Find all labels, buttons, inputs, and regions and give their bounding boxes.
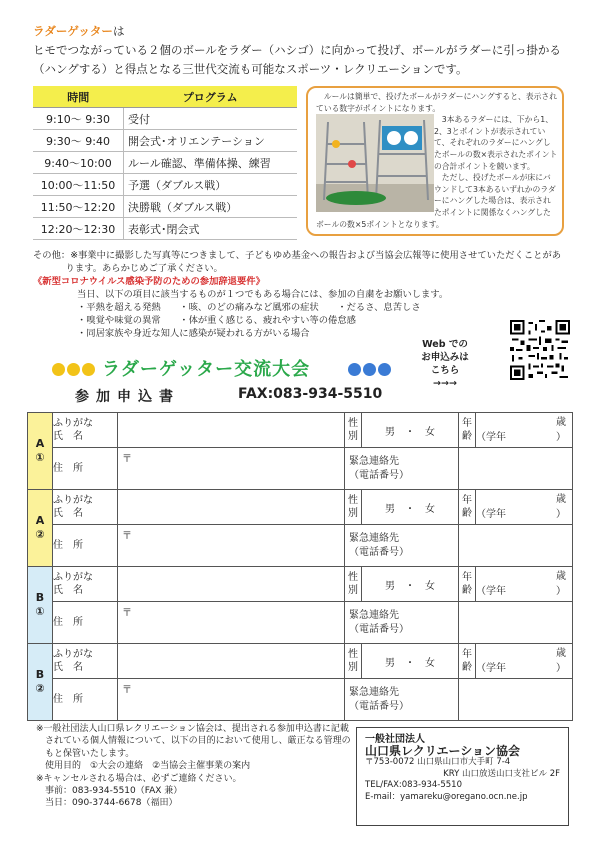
age-field[interactable] [476,490,573,525]
schedule-program: ルール確認、準備体操、練習 [124,152,298,174]
sex-field[interactable]: 男 ・ 女 [362,413,459,448]
emergency-field[interactable] [459,525,573,567]
arrow-icon: →→→ [433,378,457,389]
age-label: 年齢 [459,644,476,679]
schedule-program: 表彰式･閉会式 [124,218,298,240]
entry-team: B [35,668,45,681]
name-label-text: 氏 名 [53,508,83,519]
furigana-label: ふりがな [53,418,93,429]
schedule-time: 9:40～10:00 [33,152,124,174]
age-unit: 歳 [556,571,566,582]
sex-field[interactable]: 男 ・ 女 [362,490,459,525]
sex-label: 性別 [345,644,362,679]
form-row-address [28,602,573,644]
intro-name: ラダーゲッター [33,24,113,38]
schedule-program: 予選（ダブルス戦） [124,174,298,196]
age-unit: 歳 [556,648,566,659]
address-field[interactable]: 〒 [118,602,345,644]
schedule-program: 開会式･オリエンテーション [124,130,298,152]
rules-p1: ルールは簡単で、投げたボールがラダーにハングすると、表示されている数字がポイントになります。 [316,92,557,113]
rules-p3: ただし、投げたボールが床にバウンドして3本あるいずれかのラダーにハングした場合は、表示されたポイントに関係なくハングしたボールの数×5ポイントとなります。 [316,173,556,229]
furigana-label: ふりがな [53,649,93,660]
schedule-time: 9:10～ 9:30 [33,108,124,130]
phone-label-text: （電話番号） [349,469,409,481]
age-field[interactable] [476,644,573,679]
name-label [53,567,118,602]
association-email[interactable]: E-mail：yamareku@oregano.ocn.ne.jp [365,791,528,802]
blue-dot [348,363,361,376]
form-row-name [28,644,573,679]
emergency-label [345,602,459,644]
grade-field: （学年 ） [476,432,566,443]
grade-field: （学年 ） [476,509,566,520]
covid-item: ・平熱を超える発熱 ・咳、のどの痛みなど風邪の症状 ・だるさ、息苦しさ [77,302,421,313]
covid-lead: 当日、以下の項目に該当するものが１つでもある場合には、参加の自粛をお願いします。 [77,289,449,300]
web-line: お申込みは [421,352,469,363]
rules-p2: 3本あるラダーには、下から1、2、3とポイントが表示されていて、それぞれのラダーにハングしたボールの数×表示されたポイントの合計ポイントを競います。 [434,115,558,171]
ladder-photo [316,114,434,212]
entry-num: ① [35,451,45,464]
entry-team: A [35,514,45,527]
web-application-link[interactable] [410,338,480,390]
age-field[interactable] [476,413,573,448]
table-row [33,108,297,130]
emergency-field[interactable] [459,448,573,490]
schedule-table [33,86,297,240]
sex-label: 性別 [345,567,362,602]
emergency-label-text: 緊急連絡先 [349,455,399,467]
table-row [33,130,297,152]
web-line: こちら [430,365,460,376]
intro-body: ヒモでつながっている２個のボールをラダー（ハシゴ）に向かって投げ、ボールがラダーに引っ掛かる（ハングする）と得点となる三世代交流も可能なスポーツ・レクリエーションです。 [33,43,561,76]
entry-label [28,490,53,567]
schedule-time: 9:30～ 9:40 [33,130,124,152]
entry-team: B [35,591,45,604]
address-field[interactable]: 〒 [118,525,345,567]
yellow-dot [52,363,65,376]
schedule-time: 12:20～12:30 [33,218,124,240]
name-label [53,644,118,679]
emergency-label-text: 緊急連絡先 [349,609,399,621]
form-row-address [28,525,573,567]
schedule-program: 受付 [124,108,298,130]
age-label: 年齢 [459,413,476,448]
emergency-field[interactable] [459,679,573,721]
table-row [33,174,297,196]
association-address1: 〒753-0072 山口県山口市大手町 7-4 [365,757,511,767]
intro-text [33,22,578,79]
emergency-label-text: 緊急連絡先 [349,686,399,698]
entry-label [28,567,53,644]
blue-dot [378,363,391,376]
emergency-label [345,679,459,721]
sex-field[interactable]: 男 ・ 女 [362,644,459,679]
sex-label: 性別 [345,413,362,448]
address-label: 住 所 [53,525,118,567]
name-field[interactable] [118,413,345,448]
entry-num: ② [35,682,45,695]
notes-other: その他：※事業中に撮影した写真等につきまして、子どもゆめ基金への報告および当協会広報等に使用させていただくことがあります。あらかじめご了承ください。 [33,250,562,274]
covid-item: ・同居家族や身近な知人に感染が疑われる方がいる場合 [77,328,310,339]
address-label: 住 所 [53,448,118,490]
address-label: 住 所 [53,679,118,721]
covid-title: 《新型コロナウイルス感染予防のための参加辞退要件》 [33,276,265,287]
phone-label-text: （電話番号） [349,700,409,712]
day-phone: 当日：090-3744-6678（福田） [45,798,178,809]
qr-code-icon[interactable] [510,320,570,380]
emergency-label-text: 緊急連絡先 [349,532,399,544]
phone-label-text: （電話番号） [349,546,409,558]
notes-block [33,249,568,340]
association-name: 山口県レクリエーション協会 [365,743,521,758]
application-title: 参加申込書 [75,389,180,405]
association-box [356,727,569,826]
application-form [27,412,573,721]
table-row [33,152,297,174]
address-field[interactable]: 〒 [118,448,345,490]
form-row-name [28,567,573,602]
office-phone: 事前：083-934-5510（FAX 兼） [45,786,183,797]
name-label [53,413,118,448]
table-row [33,196,297,218]
web-line: Web での [422,339,468,350]
event-title: ラダーゲッター交流大会 [102,359,311,380]
name-label [53,490,118,525]
form-row-address [28,448,573,490]
name-field[interactable] [118,490,345,525]
yellow-dot [67,363,80,376]
emergency-label [345,448,459,490]
emergency-label [345,525,459,567]
name-field[interactable] [118,567,345,602]
schedule-head-time: 時間 [33,86,124,108]
schedule-time: 11:50～12:20 [33,196,124,218]
form-row-address [28,679,573,721]
entry-label [28,644,53,721]
entry-team: A [35,437,45,450]
cancel-note: ※キャンセルされる場合は、必ずご連絡ください。 [36,773,242,784]
name-label-text: 氏 名 [53,662,83,673]
phone-label-text: （電話番号） [349,623,409,635]
sex-field[interactable]: 男 ・ 女 [362,567,459,602]
age-label: 年齢 [459,490,476,525]
association-type: 一般社団法人 [365,734,425,745]
entry-num: ② [35,528,45,541]
purpose-note: 使用目的 ①大会の連絡 ②当協会主催事業の案内 [45,761,251,772]
age-unit: 歳 [556,494,566,505]
grade-field: （学年 ） [476,663,566,674]
table-row [33,218,297,240]
address-field[interactable]: 〒 [118,679,345,721]
age-field[interactable] [476,567,573,602]
rules-text [316,91,558,230]
privacy-note: ※一般社団法人山口県レクリエーション協会は、提出される参加申込書に記載されている個人情報について、以下の目的において使用し、厳正なる管理のもと保管いたします。 [36,724,351,759]
entry-label [28,413,53,490]
entry-num: ① [35,605,45,618]
furigana-label: ふりがな [53,495,93,506]
covid-item: ・嗅覚や味覚の異常 ・体が重く感じる、疲れやすい等の倦怠感 [77,315,356,326]
grade-field: （学年 ） [476,586,566,597]
intro-name-suffix: は [112,24,125,38]
sex-label: 性別 [345,490,362,525]
name-label-text: 氏 名 [53,431,83,442]
form-row-name [28,413,573,448]
form-row-name [28,490,573,525]
address-label: 住 所 [53,602,118,644]
association-tel: TEL/FAX:083-934-5510 [365,780,462,790]
name-field[interactable] [118,644,345,679]
footer-notes [36,723,351,810]
emergency-field[interactable] [459,602,573,644]
schedule-time: 10:00～11:50 [33,174,124,196]
name-label-text: 氏 名 [53,585,83,596]
schedule-program: 決勝戦（ダブルス戦） [124,196,298,218]
blue-dot [363,363,376,376]
furigana-label: ふりがな [53,572,93,583]
age-unit: 歳 [556,417,566,428]
fax-number: FAX:083-934-5510 [238,386,383,402]
association-address2: KRY 山口放送山口支社ビル 2F [443,768,560,779]
schedule-head-program: プログラム [124,86,298,108]
age-label: 年齢 [459,567,476,602]
yellow-dot [82,363,95,376]
